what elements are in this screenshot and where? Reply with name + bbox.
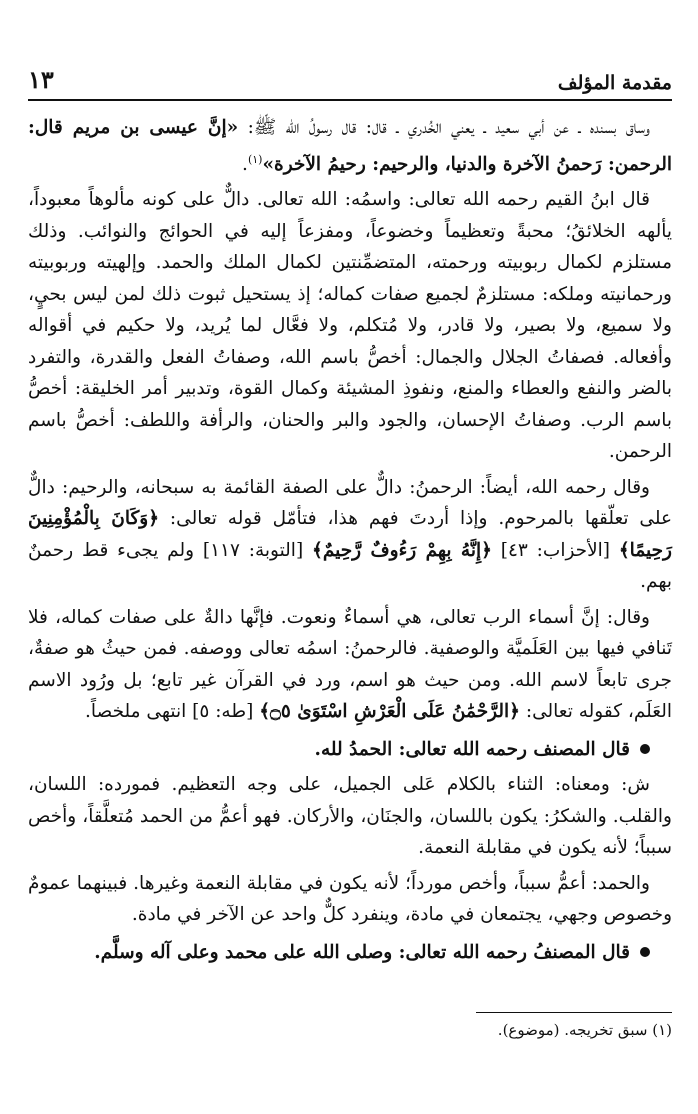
footnote-rule — [476, 1012, 672, 1013]
paragraph-4-end: انتهى ملخصاً. — [85, 701, 187, 723]
paragraph-3-end: ولم يجىء قط رحمنٌ بهم. — [28, 539, 672, 593]
period: . — [242, 153, 248, 175]
paragraph-6: والحمد: أعمُّ سبباً، وأخص مورداً؛ لأنه يكون في مقابلة النعمة وغيرها. فبينهما عمومٌ وخصوص وجهي، يجتمعان في مادة، وينفرد كلٌّ واحد عن الآخر في مادة. — [28, 872, 672, 926]
footnote-number: (١) — [652, 1021, 672, 1039]
section-heading-text: قال المصنفُ رحمه الله تعالى: وصلى الله على محمد وعلى آله وسلَّم. — [94, 941, 630, 963]
page-number: ١٣ — [28, 65, 54, 94]
verse-reference: [طه: ٥] — [192, 701, 254, 723]
section-heading-text: قال المصنف رحمه الله تعالى: الحمدُ لله. — [314, 738, 630, 760]
verse-reference: [الأحزاب: ٤٣] — [500, 539, 611, 561]
paragraph-1-text: وساق بسنده ـ عن أبي سعيد ـ يعني الخُدري ـ قال: قال رسولُ الله ﷺ: — [247, 117, 650, 138]
footnote-text: سبق تخريجه. (موضوع). — [497, 1021, 648, 1039]
page-header — [28, 60, 672, 94]
bullet-icon — [640, 947, 650, 957]
quran-verse: ﴿وَكَانَ بِالْمُؤْمِنِينَ رَحِيمًا﴾ — [28, 508, 672, 561]
paragraph-5: ش: ومعناه: الثناء بالكلام عَلى الجميل، على وجه التعظيم. فمورده: اللسان، والقلب. والشكرُ: يكون باللسان، والجنَان، والأركان. فهو أعمُّ من الحمد مُتعلَّقاً، وأخص سبباً؛ لأنه يكون في مقابلة النعمة. — [28, 774, 672, 859]
verse-reference: [التوبة: ١١٧] — [202, 539, 304, 561]
footnote-marker[interactable]: (١) — [247, 152, 263, 166]
main-text — [28, 112, 672, 972]
paragraph-4 — [28, 602, 672, 728]
paragraph-2: قال ابنُ القيم رحمه الله تعالى: واسمُه: الله تعالى. دالٌّ على كونه مألوهاً معبوداً، يألهه الخلائقُ؛ محبةً وتعظيماً وخضوعاً، ومفزعاً إليه في الحوائج والنوائب. وذلك مستلزم لكمال ربوبيته ورحمته، المتضمِّنتين لكمال الملك والحمد. وإلهيته وربوبيته ورحمانيته وملكه: مستلزمٌ لجميع صفات كماله؛ إذ يستحيل ثبوت ذلك لمن ليس بحيٍ، ولا سميع، ولا بصير، ولا قادر، ولا مُتكلم، ولا فعَّال لما يُريد، ولا حكيم في أقواله وأفعاله. فصفاتُ الجلال والجمال: أخصُّ باسم الله، وصفاتُ الفعل والقدرة، والتفرد بالضر والنفع والعطاء والمنع، ونفوذِ المشيئة وكمال القوة، وتدبير أمر الخليقة: أخصُّ باسم الرب. وصفاتُ الإحسان، والجود والبر والحنان، والرأفة واللطف: أخصُّ باسم الرحمن. — [28, 189, 672, 463]
book-page — [28, 0, 672, 1114]
paragraph-3-text: وقال رحمه الله، أيضاً: الرحمنُ: دالٌّ على الصفة القائمة به سبحانه، والرحيم: دالٌّ على تعلّقها بالمرحوم. وإذا أردتَ فهم هذا، فتأمّل قوله تعالى: — [28, 476, 672, 530]
bullet-icon — [640, 744, 650, 754]
quran-verse: ﴿إِنَّهُ بِهِمْ رَءُوفٌ رَّحِيمٌ﴾ — [311, 539, 492, 561]
footnote — [28, 1018, 672, 1042]
section-heading-1 — [28, 734, 672, 766]
section-heading-2 — [28, 937, 672, 969]
paragraph-4-text: وقال: إنَّ أسماء الرب تعالى، هي أسماءٌ ونعوت. فإنَّها دالةٌ على صفات كماله، فلا تَنافي فيها بين العَلَميَّة والوصفية. فالرحمنُ: اسمُه تعالى ووصفه. فمن حيثُ هو صفةٌ، جرى تابعاً لاسم الله. ومن حيث هو اسم، ورد في القرآن غير تابع؛ بل ورُود الاسم العَلَم، كقوله تعالى: — [28, 606, 672, 723]
paragraph-1 — [28, 112, 672, 180]
hadith-quote: «إنَّ عيسى بن مريم قال: الرحمن: رَحمنُ الآخرة والدنيا، والرحيم: رحيمُ الآخرة» — [28, 117, 672, 175]
paragraph-3 — [28, 472, 672, 598]
running-title: مقدمة المؤلف — [557, 72, 672, 94]
header-rule — [28, 99, 672, 101]
quran-verse: ﴿الرَّحْمَٰنُ عَلَى الْعَرْشِ اسْتَوَىٰ ۝٥﴾ — [259, 701, 520, 723]
